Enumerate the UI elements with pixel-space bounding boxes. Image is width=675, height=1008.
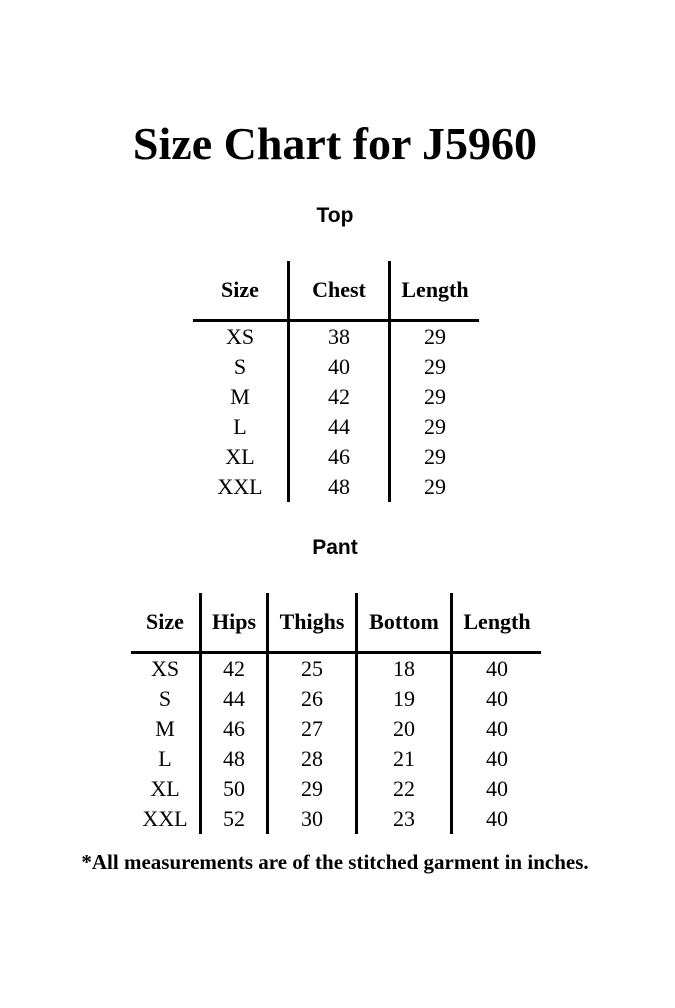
table-row bbox=[131, 714, 541, 744]
table-row bbox=[131, 744, 541, 774]
cell-hips: 50 bbox=[201, 774, 268, 804]
column-header-length: Length bbox=[390, 261, 480, 321]
column-header-size: Size bbox=[131, 593, 201, 653]
page-title: Size Chart for J5960 bbox=[132, 118, 538, 169]
cell-size: S bbox=[131, 684, 201, 714]
cell-length: 29 bbox=[424, 474, 446, 499]
table-row bbox=[193, 382, 479, 412]
cell-size: S bbox=[193, 352, 289, 382]
cell-bottom: 21 bbox=[357, 744, 452, 774]
cell-length: 29 bbox=[424, 324, 446, 349]
cell-length: 40 bbox=[486, 656, 508, 681]
cell-size: L bbox=[131, 744, 201, 774]
table-row bbox=[131, 653, 541, 685]
table-row bbox=[193, 321, 479, 353]
cell-length: 40 bbox=[486, 716, 508, 741]
cell-thighs: 28 bbox=[268, 744, 357, 774]
cell-thighs: 27 bbox=[268, 714, 357, 744]
cell-chest: 40 bbox=[289, 352, 390, 382]
cell-bottom: 23 bbox=[357, 804, 452, 834]
cell-size: XL bbox=[193, 442, 289, 472]
cell-size: XS bbox=[131, 653, 201, 685]
cell-length: 29 bbox=[424, 444, 446, 469]
cell-length: 40 bbox=[486, 776, 508, 801]
table-row bbox=[131, 804, 541, 834]
cell-chest: 44 bbox=[289, 412, 390, 442]
cell-length: 40 bbox=[486, 806, 508, 831]
cell-size: L bbox=[193, 412, 289, 442]
cell-size: M bbox=[193, 382, 289, 412]
cell-length: 29 bbox=[424, 414, 446, 439]
cell-thighs: 25 bbox=[268, 653, 357, 685]
table-row bbox=[193, 442, 479, 472]
table-row bbox=[131, 774, 541, 804]
column-header-length: Length bbox=[452, 593, 542, 653]
cell-size: XL bbox=[131, 774, 201, 804]
cell-size: XXL bbox=[131, 804, 201, 834]
cell-hips: 48 bbox=[201, 744, 268, 774]
table-row bbox=[193, 412, 479, 442]
table-row bbox=[193, 472, 479, 502]
table-header-row bbox=[131, 593, 541, 653]
column-header-size: Size bbox=[193, 261, 289, 321]
cell-thighs: 30 bbox=[268, 804, 357, 834]
cell-chest: 38 bbox=[289, 321, 390, 353]
cell-size: XS bbox=[193, 321, 289, 353]
measurement-footnote: *All measurements are of the stitched garment in inches. bbox=[81, 850, 589, 874]
table-row bbox=[131, 684, 541, 714]
cell-chest: 46 bbox=[289, 442, 390, 472]
cell-length: 29 bbox=[424, 384, 446, 409]
table-row bbox=[193, 352, 479, 382]
cell-bottom: 22 bbox=[357, 774, 452, 804]
cell-chest: 48 bbox=[289, 472, 390, 502]
column-header-thighs: Thighs bbox=[268, 593, 357, 653]
column-header-hips: Hips bbox=[201, 593, 268, 653]
cell-chest: 42 bbox=[289, 382, 390, 412]
column-header-chest: Chest bbox=[289, 261, 390, 321]
cell-hips: 42 bbox=[201, 653, 268, 685]
cell-bottom: 18 bbox=[357, 653, 452, 685]
column-header-bottom: Bottom bbox=[357, 593, 452, 653]
cell-size: M bbox=[131, 714, 201, 744]
cell-thighs: 26 bbox=[268, 684, 357, 714]
top-size-table bbox=[193, 261, 479, 502]
pant-section-title: Pant bbox=[312, 536, 358, 559]
cell-length: 40 bbox=[486, 686, 508, 711]
cell-thighs: 29 bbox=[268, 774, 357, 804]
top-section-title: Top bbox=[316, 204, 354, 227]
cell-bottom: 20 bbox=[357, 714, 452, 744]
table-header-row bbox=[193, 261, 479, 321]
cell-length: 29 bbox=[424, 354, 446, 379]
cell-hips: 46 bbox=[201, 714, 268, 744]
pant-size-table bbox=[131, 593, 541, 834]
cell-length: 40 bbox=[486, 746, 508, 771]
cell-size: XXL bbox=[193, 472, 289, 502]
cell-hips: 44 bbox=[201, 684, 268, 714]
cell-bottom: 19 bbox=[357, 684, 452, 714]
cell-hips: 52 bbox=[201, 804, 268, 834]
